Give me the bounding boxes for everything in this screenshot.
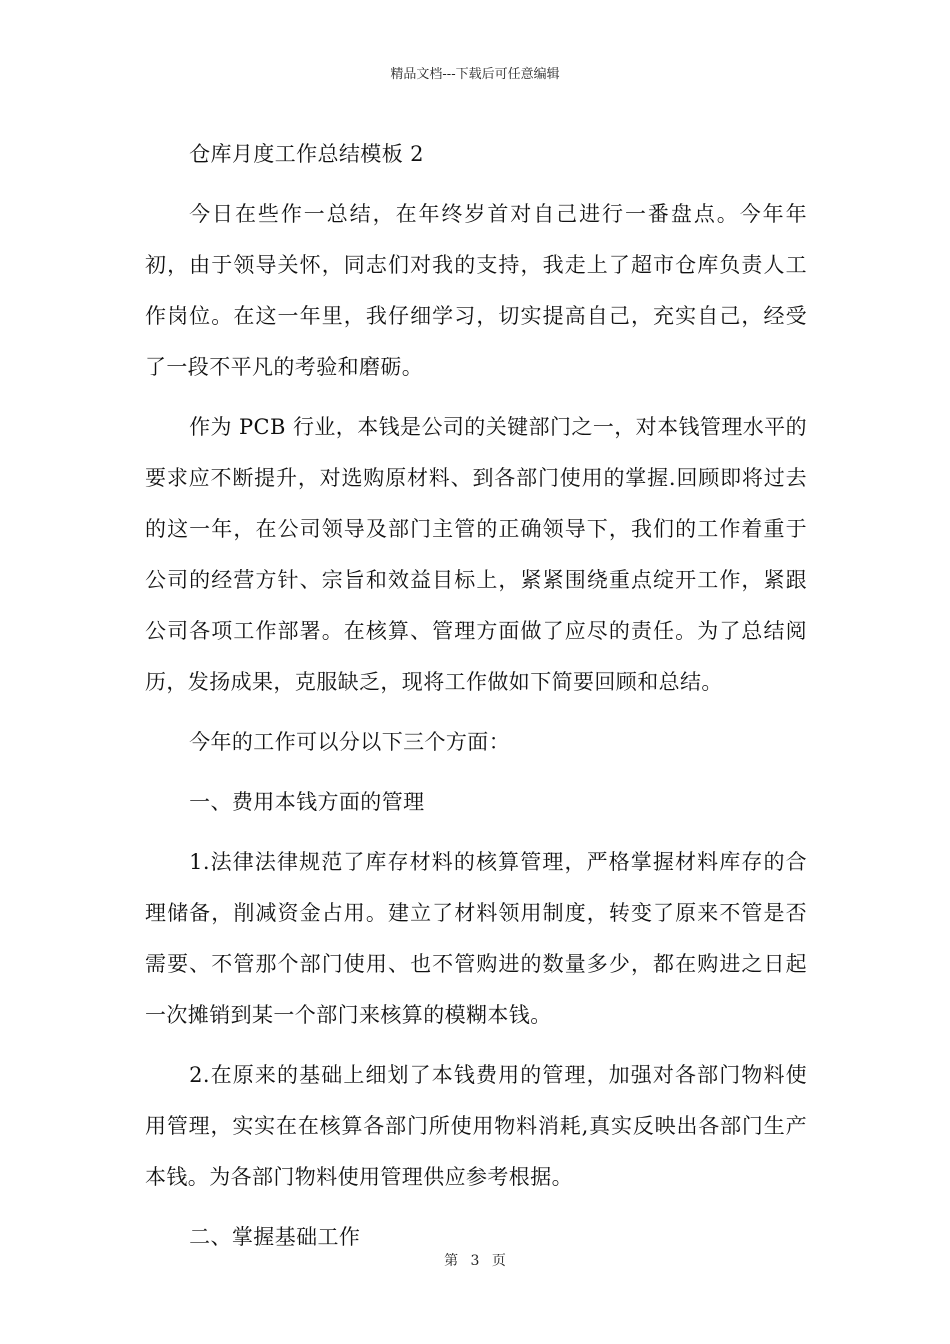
paragraph-intro: 今日在些作一总结，在年终岁首对自己进行一番盘点。今年年初，由于领导关怀，同志们对我的支持，我走上了超市仓库负责人工作岗位。在这一年里，我仔细学习，切实提高自己，充实自己，经受了一段不平凡的考验和磨砺。 — [145, 202, 807, 379]
section-heading-cost: 一、费用本钱方面的管理 — [189, 790, 425, 814]
paragraph-item-2: 2.在原来的基础上细划了本钱费用的管理，加强对各部门物料使用管理，实实在在核算各部门所使用物料消耗,真实反映出各部门生产本钱。为各部门物料使用管理供应参考根据。 — [145, 1063, 807, 1189]
paragraph-item-1: 1.法律法律规范了库存材料的核算管理，严格掌握材料库存的合理储备，削减资金占用。建立了材料领用制度，转变了原来不管是否需要、不管那个部门使用、也不管购进的数量多少，都在购进之日起一次摊销到某一个部门来核算的模糊本钱。 — [145, 850, 807, 1027]
page-number: 3 — [470, 1253, 480, 1269]
page-footer — [0, 1251, 950, 1271]
page-header: 精品文档---下载后可任意编辑 — [390, 67, 560, 82]
page-number-prefix: 第 — [444, 1253, 459, 1269]
document-body — [145, 129, 807, 1272]
section-heading-basics: 二、掌握基础工作 — [189, 1225, 361, 1249]
document-title: 仓库月度工作总结模板 2 — [189, 142, 424, 166]
paragraph-overview: 作为 PCB 行业，本钱是公司的关键部门之一，对本钱管理水平的要求应不断提升，对选购原材料、到各部门使用的掌握.回顾即将过去的这一年，在公司领导及部门主管的正确领导下，我们的工作着重于公司的经营方针、宗旨和效益目标上，紧紧围绕重点绽开工作，紧跟公司各项工作部署。在核算、管理方面做了应尽的责任。为了总结阅历，发扬成果，克服缺乏，现将工作做如下简要回顾和总结。 — [145, 415, 807, 694]
page-number-suffix: 页 — [491, 1253, 506, 1269]
paragraph-aspects: 今年的工作可以分以下三个方面： — [189, 730, 511, 754]
